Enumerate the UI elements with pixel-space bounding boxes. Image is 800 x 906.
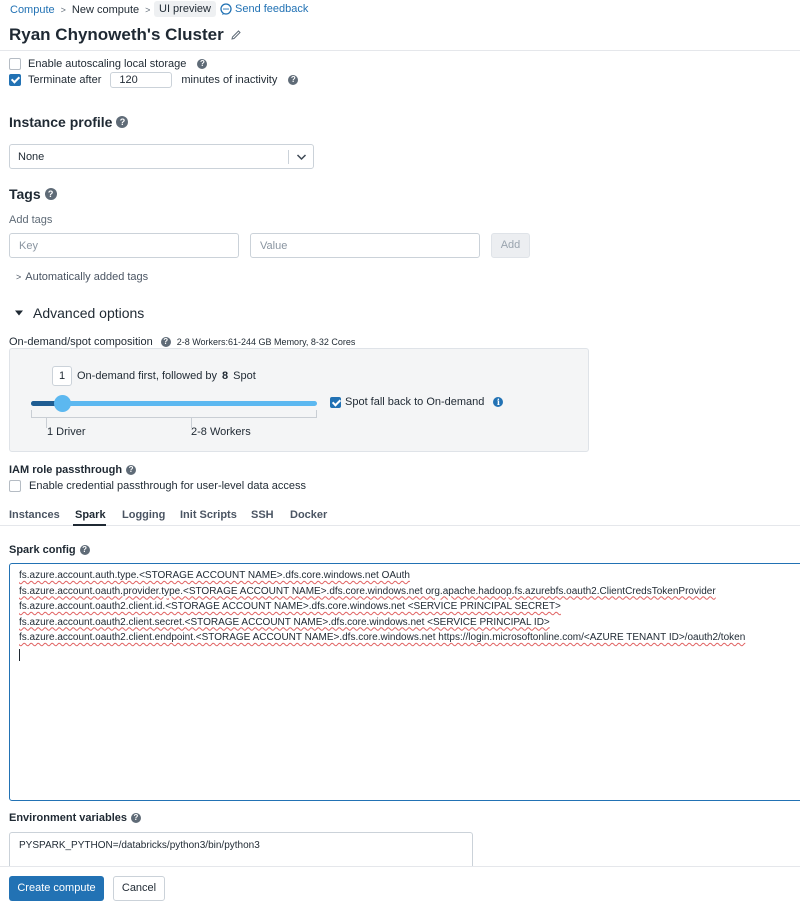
page-title (9, 25, 242, 45)
spot-fallback-row (330, 396, 503, 408)
iam-title: IAM role passthrough (9, 464, 123, 476)
help-icon[interactable]: ? (45, 188, 57, 200)
env-vars-title: Environment variables (9, 812, 127, 824)
active-tab-indicator (73, 524, 106, 526)
help-icon[interactable]: ? (288, 75, 298, 85)
add-tag-button[interactable] (491, 233, 530, 258)
auto-added-tags-label: Automatically added tags (25, 271, 149, 283)
spark-config-heading (9, 544, 90, 556)
help-icon[interactable]: ? (131, 813, 141, 823)
spot-fallback-checkbox[interactable] (330, 397, 341, 408)
spark-config-line: fs.azure.account.auth.type.<STORAGE ACCOUNT NAME>.dfs.core.windows.net OAuth (19, 570, 410, 581)
credential-passthrough-checkbox[interactable] (9, 480, 21, 492)
tab-init-scripts[interactable]: Init Scripts (180, 509, 237, 521)
spot-slider-axis (31, 410, 317, 418)
spot-slider-track[interactable] (31, 401, 317, 406)
spot-composition-label: On-demand/spot composition (9, 336, 153, 348)
autoscaling-label: Enable autoscaling local storage (28, 58, 187, 70)
spot-count: 8 (222, 370, 229, 382)
ondemand-count: 1 (58, 370, 66, 382)
spot-composition-summary: 2-8 Workers:61-244 GB Memory, 8-32 Cores (176, 337, 356, 347)
iam-heading (9, 464, 136, 476)
autoscaling-checkbox[interactable] (9, 58, 21, 70)
pencil-icon[interactable] (230, 29, 242, 41)
tag-value-input[interactable] (250, 233, 480, 258)
ui-preview-label: UI preview (159, 3, 211, 15)
create-compute-button[interactable] (9, 876, 104, 901)
tab-docker[interactable]: Docker (290, 509, 328, 521)
spot-fallback-label: Spot fall back to On-demand (345, 396, 485, 408)
terminate-suffix: minutes of inactivity (181, 74, 278, 86)
instance-profile-title: Instance profile (9, 114, 113, 130)
instance-profile-select[interactable] (9, 144, 314, 169)
spot-slider-handle[interactable] (54, 395, 71, 412)
spark-config-textarea[interactable] (9, 563, 800, 801)
tab-instances[interactable]: Instances (9, 509, 60, 521)
spark-config-line: fs.azure.account.oauth2.client.endpoint.<STORAGE ACCOUNT NAME>.dfs.core.windows.net https://login.microsoftonline.com/<AZURE TENANT ID>/oauth2/token (19, 632, 746, 643)
advanced-options-toggle[interactable] (14, 305, 144, 321)
chevron-right-icon: > (16, 272, 22, 282)
chevron-right-icon: > (60, 5, 66, 15)
breadcrumb-compute-link[interactable]: Compute (10, 4, 55, 16)
add-tags-label: Add tags (9, 214, 53, 226)
spark-config-title: Spark config (9, 544, 76, 556)
cancel-button[interactable] (113, 876, 165, 901)
tab-ssh[interactable]: SSH (251, 509, 274, 521)
breadcrumb-new-compute: New compute (71, 4, 140, 16)
create-compute-label: Create compute (17, 882, 96, 894)
env-vars-heading (9, 812, 141, 824)
text-cursor (19, 649, 20, 661)
advanced-options-label: Advanced options (33, 305, 145, 321)
instance-profile-value: None (18, 151, 45, 163)
spark-config-line: fs.azure.account.oauth2.client.id.<STORAGE ACCOUNT NAME>.dfs.core.windows.net <SERVICE PRINCIPAL SECRET> (19, 601, 561, 612)
spark-config-line: fs.azure.account.oauth2.client.secret.<STORAGE ACCOUNT NAME>.dfs.core.windows.net <SERVICE PRINCIPAL ID> (19, 616, 550, 628)
help-icon[interactable]: ? (161, 337, 171, 347)
terminate-row (9, 72, 298, 88)
iam-row (9, 480, 306, 492)
spot-composition-header (9, 336, 355, 348)
driver-label: 1 Driver (47, 426, 86, 438)
cluster-name: Ryan Chynoweth's Cluster (9, 25, 224, 44)
tag-key-input[interactable] (9, 233, 239, 258)
chevron-right-icon: > (145, 5, 151, 15)
tags-heading (9, 186, 57, 202)
auto-added-tags-toggle[interactable] (16, 271, 148, 283)
tag-key-placeholder: Key (19, 240, 38, 252)
select-divider (288, 150, 289, 164)
tag-value-placeholder: Value (260, 240, 288, 252)
title-divider (0, 50, 800, 51)
ui-preview-badge[interactable] (154, 1, 216, 17)
add-tag-label: Add (500, 239, 521, 251)
env-vars-value: PYSPARK_PYTHON=/databricks/python3/bin/python3 (19, 840, 260, 851)
spot-composition-text (52, 366, 256, 386)
tab-logging[interactable]: Logging (122, 509, 166, 521)
help-icon[interactable]: ? (80, 545, 90, 555)
cancel-label: Cancel (121, 882, 157, 894)
workers-label: 2-8 Workers (191, 426, 251, 438)
ondemand-count-box[interactable] (52, 366, 72, 386)
terminate-label: Terminate after (28, 74, 102, 86)
composition-suffix: Spot (233, 370, 256, 382)
tags-title: Tags (9, 186, 41, 202)
chat-bubble-icon (220, 3, 232, 15)
tabs-divider (0, 525, 800, 526)
send-feedback-label: Send feedback (235, 3, 309, 15)
composition-prefix: On-demand first, followed by (77, 370, 218, 382)
breadcrumb (10, 3, 150, 17)
autoscaling-row (9, 58, 207, 70)
spark-config-line: fs.azure.account.oauth.provider.type.<STORAGE ACCOUNT NAME>.dfs.core.windows.net org.apache.hadoop.fs.azurebfs.oauth2.ClientCredsTokenProvider (19, 585, 716, 597)
tab-spark[interactable]: Spark (75, 509, 106, 521)
help-icon[interactable]: ? (126, 465, 136, 475)
info-icon[interactable]: i (493, 397, 503, 407)
help-icon[interactable]: ? (116, 116, 128, 128)
credential-passthrough-label: Enable credential passthrough for user-level data access (29, 480, 306, 492)
instance-profile-heading (9, 114, 128, 130)
caret-down-icon (14, 309, 24, 317)
terminate-checkbox[interactable] (9, 74, 21, 86)
help-icon[interactable]: ? (197, 59, 207, 69)
send-feedback-link[interactable] (220, 3, 308, 15)
chevron-down-icon (296, 152, 307, 162)
terminate-minutes-input[interactable] (110, 72, 172, 88)
